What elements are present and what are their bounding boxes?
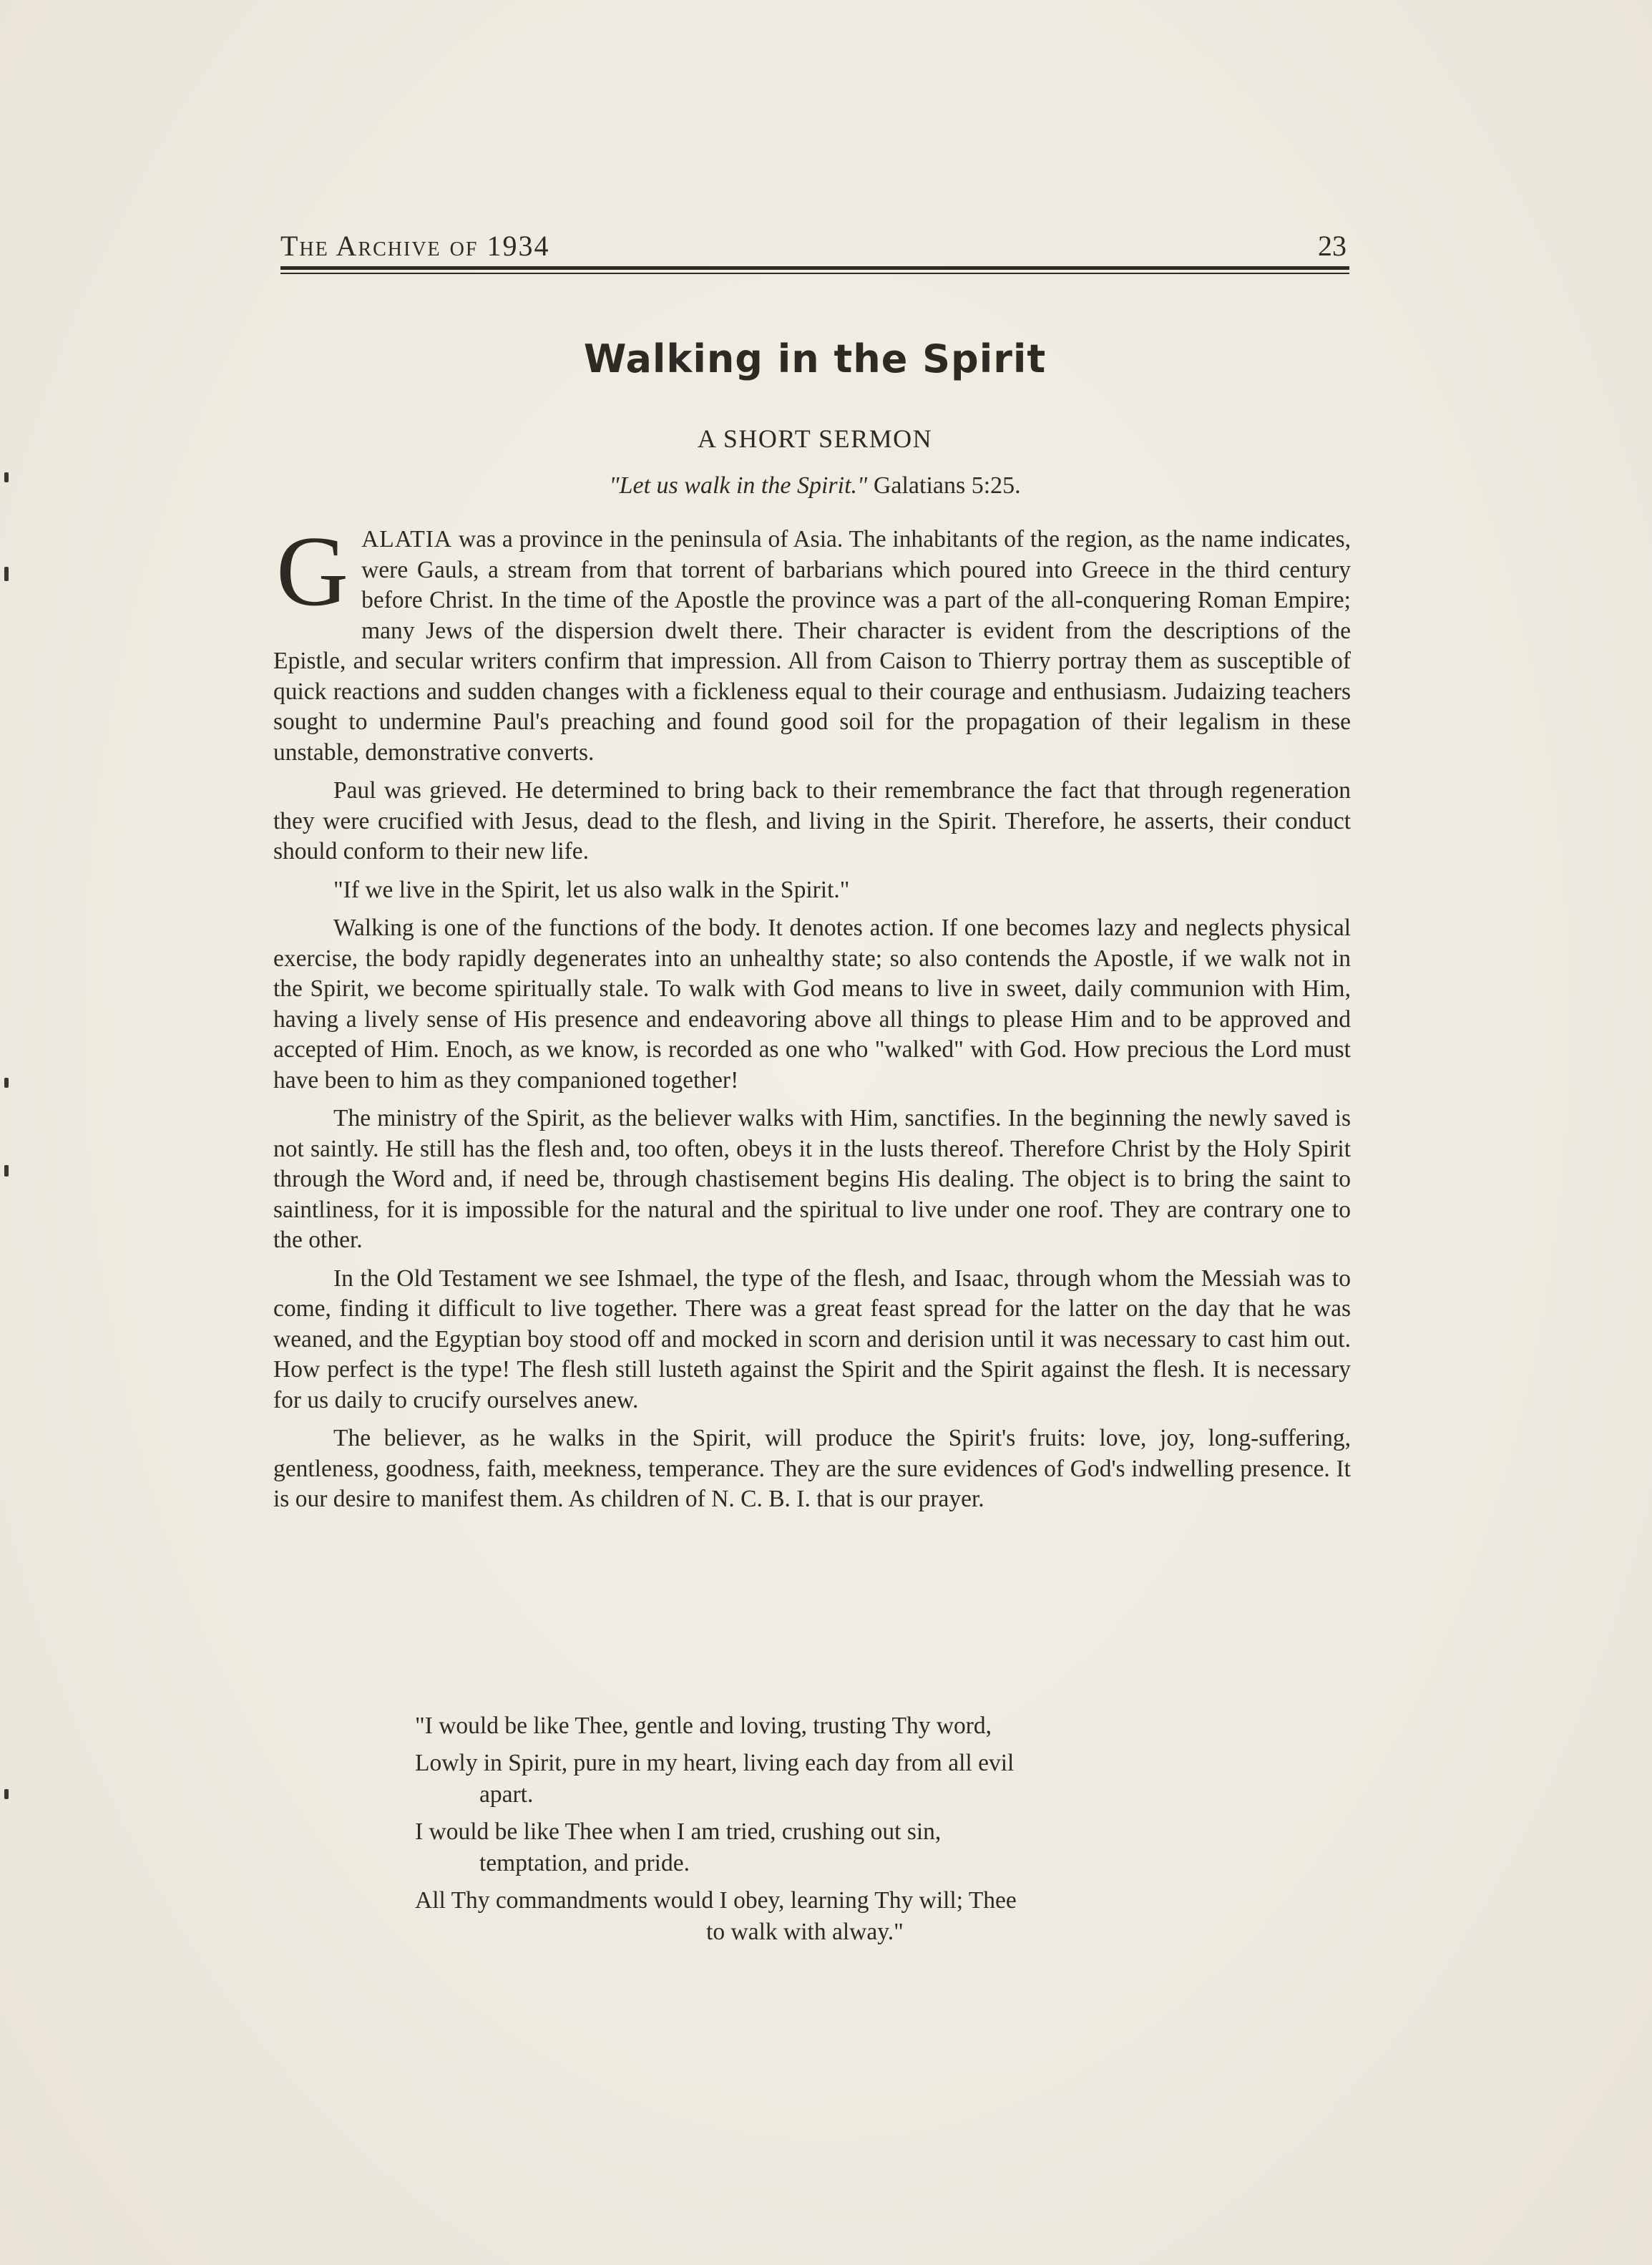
- paragraph-text: was a province in the peninsula of Asia. The inhabitants of the region, as the name indicates, were Gauls, a stream from that torrent of barbarians which poured into Greece in the third century before Christ. In the time of the Apostle the province was a part of the all-conquering Roman Empire; many Jews of the dispersion dwelt there. Their character is evident from the descriptions of the Epistle, and secular writers confirm that impression. All from Caison to Thierry portray them as susceptible of quick reactions and sudden changes with a fickleness equal to their courage and enthusiasm. Judaizing teachers sought to undermine Paul's preaching and found good soil for the propagation of their legalism in these unstable, demonstrative converts.: [273, 526, 1351, 766]
- page-number: 23: [1318, 230, 1346, 262]
- verse-line: [415, 1816, 1195, 1879]
- verse-line-text: Lowly in Spirit, pure in my heart, living each day from all evil: [415, 1750, 1015, 1776]
- verse-line-text: "I would be like Thee, gentle and loving, trusting Thy word,: [415, 1713, 992, 1739]
- running-header: [280, 230, 1349, 266]
- article-body: [273, 516, 1351, 1523]
- verse-line-text: All Thy commandments would I obey, learning Thy will; Thee: [415, 1887, 1017, 1914]
- verse-line-text: I would be like Thee when I am tried, crushing out sin,: [415, 1818, 942, 1845]
- drop-cap: G: [276, 516, 349, 627]
- verse-line: [415, 1885, 1195, 1948]
- verse-continuation: apart.: [479, 1781, 534, 1808]
- binding-mark: [4, 1078, 9, 1088]
- verse-continuation: temptation, and pride.: [479, 1850, 690, 1876]
- header-rule-thick: [280, 266, 1349, 270]
- paragraph: "If we live in the Spirit, let us also walk in the Spirit.": [333, 876, 850, 903]
- lead-word: ALATIA: [361, 526, 453, 552]
- binding-mark: [4, 567, 9, 581]
- binding-mark: [4, 1165, 9, 1177]
- paragraph: Paul was grieved. He determined to bring back to their remembrance the fact that through regeneration they were crucified with Jesus, dead to the flesh, and living in the Spirit. Therefore, he asserts, their conduct should conform to their new life.: [273, 777, 1351, 864]
- paragraph: In the Old Testament we see Ishmael, the type of the flesh, and Isaac, through whom the Messiah was to come, finding it difficult to live together. There was a great feast spread for the latter on the day that he was weaned, and the Egyptian boy stood off and mocked in scorn and derision until it was necessary to cast him out. How perfect is the type! The flesh still lusteth against the Spirit and the Spirit against the flesh. It is necessary for us daily to crucify ourselves anew.: [273, 1265, 1351, 1413]
- paragraph: Walking is one of the functions of the body. It denotes action. If one becomes lazy and neglects physical exercise, the body rapidly degenerates into an unhealthy state; so also contends the Apostle, if we walk not in the Spirit, we become spiritually stale. To walk with God means to live in sweet, daily communion with Him, having a lively sense of His presence and endeavoring above all things to please Him and to be approved and accepted of Him. Enoch, as we know, is recorded as one who "walked" with God. How precious the Lord must have been to him as they companioned together!: [273, 915, 1351, 1093]
- binding-mark: [4, 1789, 9, 1799]
- paragraph: [273, 516, 1351, 768]
- header-rule-thin: [280, 273, 1349, 274]
- article-title: Walking in the Spirit: [583, 336, 1047, 381]
- epigraph-reference: Galatians 5:25.: [873, 472, 1021, 499]
- article-subtitle: A SHORT SERMON: [697, 424, 933, 453]
- verse-continuation: to walk with alway.": [706, 1919, 904, 1945]
- epigraph: [280, 472, 1349, 499]
- verse-line: [415, 1710, 1195, 1742]
- epigraph-quote: "Let us walk in the Spirit.": [609, 472, 868, 499]
- binding-mark: [4, 472, 9, 482]
- paragraph: The ministry of the Spirit, as the believer walks with Him, sanctifies. In the beginning the newly saved is not saintly. He still has the flesh and, too often, obeys it in the lusts thereof. Therefore Christ by the Holy Spirit through the Word and, if need be, through chastisement begins His dealing. The object is to bring the saint to saintliness, for it is impossible for the natural and the spiritual to live under one roof. They are contrary one to the other.: [273, 1105, 1351, 1253]
- verse-line: [415, 1748, 1195, 1811]
- running-title: The Archive of 1934: [280, 230, 550, 262]
- paragraph: The believer, as he walks in the Spirit, will produce the Spirit's fruits: love, joy, long-suffering, gentleness, goodness, faith, meekness, temperance. They are the sure evidences of God's indwelling presence. It is our desire to manifest them. As children of N. C. B. I. that is our prayer.: [273, 1425, 1351, 1512]
- hymn-verse: [415, 1710, 1195, 1954]
